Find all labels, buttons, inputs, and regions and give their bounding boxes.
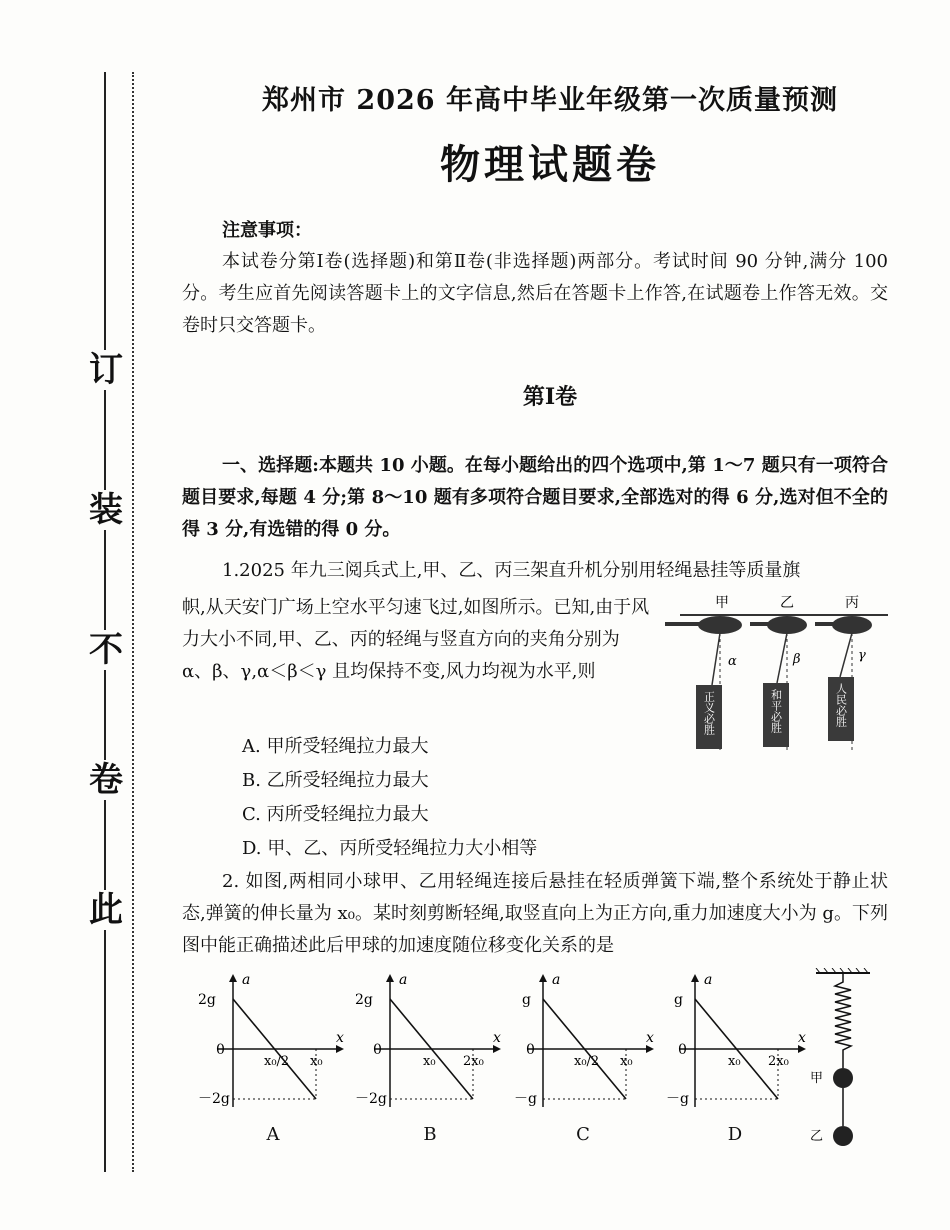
svg-text:x: x	[493, 1030, 501, 1046]
q1-stem-rest: 帜,从天安门广场上空水平匀速飞过,如图所示。已知,由于风力大小不同,甲、乙、丙的轻绳与竖直方向的夹角分别为 α、β、γ,α＜β＜γ 且均保持不变,风力均视为水平,则	[182, 597, 650, 682]
helicopter-icon	[750, 615, 820, 634]
q2-graph-d	[660, 972, 810, 1122]
svg-text:x₀: x₀	[423, 1054, 436, 1069]
margin-char: 卷	[86, 760, 126, 800]
q2-graph-a	[198, 972, 348, 1122]
ball-yi	[833, 1126, 853, 1146]
spring-icon	[835, 973, 851, 1068]
exam-subtitle: 物理试题卷	[440, 141, 660, 188]
svg-text:－2g: －2g	[198, 1091, 230, 1107]
notice-body: 本试卷分第Ⅰ卷(选择题)和第Ⅱ卷(非选择题)两部分。考试时间 90 分钟,满分 100 分。考生应首先阅读答题卡上的文字信息,然后在答题卡上作答,在试题卷上作答无效。交卷时只交答题卡。	[182, 251, 888, 336]
svg-text:x₀: x₀	[620, 1054, 633, 1069]
section-heading: 一、选择题:本题共 10 小题。在每小题给出的四个选项中,第 1～7 题只有一项符合题目要求,每题 4 分;第 8～10 题有多项符合题目要求,全部选对的得 6 分,选对但不全的得 3 分,有选错的得 0 分。	[182, 455, 888, 540]
binding-dotted-line	[132, 72, 134, 1172]
q1-option: D. 甲、乙、丙所受轻绳拉力大小相等	[242, 838, 538, 859]
svg-text:2x₀: 2x₀	[768, 1054, 789, 1069]
margin-char: 订	[86, 350, 126, 390]
q2-spring-figure	[808, 968, 878, 1153]
q1-stem-line1: 1.2025 年九三阅兵式上,甲、乙、丙三架直升机分别用轻绳悬挂等质量旗	[222, 560, 801, 581]
svg-text:乙: 乙	[810, 1129, 824, 1144]
svg-text:0: 0	[373, 1042, 382, 1058]
heli-label: 乙	[780, 595, 794, 611]
svg-text:x₀: x₀	[310, 1054, 323, 1069]
svg-text:a: a	[704, 972, 713, 988]
banner-text: 和平必胜	[769, 689, 783, 733]
svg-text:a: a	[242, 972, 251, 988]
graph-label: D	[727, 1124, 743, 1145]
svg-text:－g: －g	[666, 1091, 689, 1107]
svg-text:0: 0	[526, 1042, 535, 1058]
q1-option: B. 乙所受轻绳拉力最大	[242, 770, 429, 791]
helicopter-icon	[665, 615, 760, 634]
banner-text: 正义必胜	[702, 691, 716, 735]
margin-char: 不	[86, 630, 126, 670]
svg-text:－g: －g	[514, 1091, 537, 1107]
graph-label: B	[423, 1124, 437, 1145]
svg-text:甲: 甲	[810, 1071, 824, 1086]
svg-text:x: x	[798, 1030, 806, 1046]
svg-text:x₀/2: x₀/2	[574, 1054, 600, 1069]
helicopter-icon	[815, 615, 888, 634]
graph-label: A	[266, 1124, 280, 1145]
margin-char: 装	[86, 490, 126, 530]
svg-text:x₀/2: x₀/2	[264, 1054, 290, 1069]
svg-text:g: g	[674, 992, 683, 1008]
angle-label: α	[728, 654, 737, 669]
svg-text:－2g: －2g	[355, 1091, 387, 1107]
margin-char: 此	[86, 890, 126, 930]
ball-jia	[833, 1068, 853, 1088]
svg-text:x: x	[646, 1030, 654, 1046]
svg-text:2g: 2g	[355, 992, 373, 1008]
q1-option: C. 丙所受轻绳拉力最大	[242, 804, 429, 825]
exam-title: 郑州市 2026 年高中毕业年级第一次质量预测	[262, 85, 838, 116]
svg-text:a: a	[399, 972, 408, 988]
angle-label: β	[793, 652, 801, 667]
heli-label: 甲	[715, 595, 729, 611]
svg-text:0: 0	[678, 1042, 687, 1058]
svg-text:2g: 2g	[198, 992, 216, 1008]
banner-text: 人民必胜	[834, 683, 848, 727]
angle-label: γ	[858, 648, 866, 663]
svg-text:2x₀: 2x₀	[463, 1054, 484, 1069]
svg-text:g: g	[522, 992, 531, 1008]
notice-heading: 注意事项：	[222, 220, 312, 241]
binding-line	[104, 72, 106, 1172]
q2-stem: 2. 如图,两相同小球甲、乙用轻绳连接后悬挂在轻质弹簧下端,整个系统处于静止状态,弹簧的伸长量为 x₀。某时刻剪断轻绳,取竖直向上为正方向,重力加速度大小为 g。下列图中能正确描述此后甲球的加速度随位移变化关系的是	[182, 871, 888, 956]
svg-text:a: a	[552, 972, 561, 988]
q1-helicopter-figure	[660, 585, 890, 770]
q2-graph-b	[355, 972, 505, 1122]
q2-graph-c	[508, 972, 658, 1122]
heli-label: 丙	[845, 595, 859, 611]
q1-option: A. 甲所受轻绳拉力最大	[242, 736, 429, 757]
svg-text:x: x	[336, 1030, 344, 1046]
volume-title: 第Ⅰ卷	[522, 384, 578, 410]
graph-label: C	[576, 1124, 590, 1145]
svg-text:0: 0	[216, 1042, 225, 1058]
svg-text:x₀: x₀	[728, 1054, 741, 1069]
